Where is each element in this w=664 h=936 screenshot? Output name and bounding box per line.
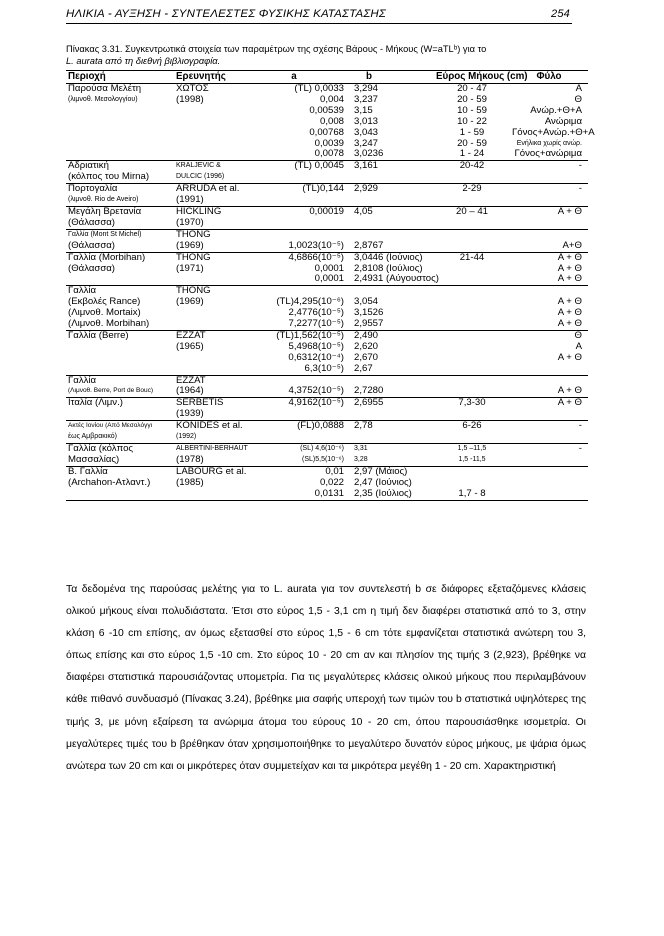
table-cell-res xyxy=(174,128,242,139)
table-cell-sex: Α + Θ xyxy=(557,351,582,363)
table-cell-b: 3,1526 xyxy=(354,307,384,319)
table-cell-sex xyxy=(510,218,588,229)
table-row xyxy=(66,229,588,240)
table-cell-a: (SL)5,5(10⁻⁶) xyxy=(242,455,346,466)
table-cell-res: (1969) xyxy=(176,296,204,308)
table-cell-a: 5,4968(10⁻⁵) xyxy=(288,340,344,352)
table-cell-res xyxy=(174,274,242,285)
table-cell-a: 0,0001 xyxy=(314,262,344,274)
table-cell-sex: Α + Θ xyxy=(557,307,582,319)
table-cell-loc: Ακτές Ιονίου (Από Μεσολόγγι xyxy=(68,422,153,430)
table-cell-range: 20 - 59 xyxy=(457,93,487,105)
table-cell-loc: (Θάλασσα) xyxy=(66,241,174,252)
table-cell-a xyxy=(242,195,346,206)
table-cell-a: 0,008 xyxy=(319,115,344,127)
table-cell-res: ARRUDA et al. xyxy=(176,183,240,195)
table-cell-range xyxy=(434,386,510,397)
table-row xyxy=(66,218,588,229)
table-body xyxy=(66,83,595,501)
caption-line-1: Πίνακας 3.31. Συγκεντρωτικά στοιχεία των παραμέτρων της σχέσης Βάρους - Μήκους (W=aTLᵇ) για το xyxy=(66,44,487,54)
table-cell-loc: Πορτογαλία xyxy=(68,183,118,195)
table-cell-sex: - xyxy=(578,420,582,432)
table-cell-loc: Γαλλία xyxy=(68,285,97,297)
table-cell-range xyxy=(434,432,510,443)
table-cell-sex: Θ xyxy=(574,329,582,341)
table-cell-loc: Μεγάλη Βρετανία xyxy=(68,205,142,217)
body-paragraph xyxy=(66,579,586,778)
table-cell-range xyxy=(434,375,510,386)
table-cell-b: 2,7280 xyxy=(346,386,434,397)
table-cell-res: (1991) xyxy=(174,195,242,206)
table-row xyxy=(66,466,588,477)
table-cell-b: 2,490 xyxy=(354,329,379,341)
table-cell-res: ΕΖΖΑΤ xyxy=(176,374,206,386)
table-cell-range xyxy=(434,229,510,240)
table-cell-res: (1969) xyxy=(174,241,242,252)
table-cell-loc: Γαλλία (κόλπος xyxy=(68,443,134,454)
table-cell-sex xyxy=(510,172,588,183)
table-cell-b: 3,247 xyxy=(354,137,379,149)
table-cell-range: 21-44 xyxy=(459,251,485,263)
table-cell-loc: Γαλλία (Morbihan) xyxy=(68,251,146,263)
table-cell-b: 2,78 xyxy=(354,420,373,432)
table-cell-a: 2,4776(10⁻⁵) xyxy=(288,307,344,319)
table-cell-range xyxy=(434,297,510,308)
table-cell-a: 1,0023(10⁻⁵) xyxy=(242,241,346,252)
table-cell-range xyxy=(434,172,510,183)
column-header: Ερευνητής xyxy=(174,71,242,84)
table-row xyxy=(66,409,588,420)
table-cell-sex: Ενήλικα χωρίς ανώρ. xyxy=(516,139,582,147)
table-row xyxy=(66,364,588,375)
table-cell-range xyxy=(434,353,510,364)
table-cell-sex xyxy=(510,432,588,443)
table-row xyxy=(66,149,588,160)
table-cell-b: 4,05 xyxy=(354,205,373,217)
table-cell-a: 0,6312(10⁻⁴) xyxy=(288,351,344,363)
table-cell-a: (TL)0,144 xyxy=(302,183,344,195)
table-cell-loc xyxy=(66,128,174,139)
table-cell-res: ALBERTINI-BERHAUT xyxy=(176,445,248,452)
table-cell-a: 4,9162(10⁻⁵) xyxy=(288,397,344,409)
table-cell-loc: Αδριατική xyxy=(68,160,109,172)
table-cell-range xyxy=(434,409,510,420)
table-cell-sex: Α + Θ xyxy=(557,296,582,308)
table-cell-sex: Ανώριμα xyxy=(544,115,582,127)
table-cell-loc xyxy=(66,353,174,364)
table-cell-range: 20-42 xyxy=(459,160,485,172)
table-cell-range xyxy=(434,478,510,489)
table-row xyxy=(66,398,588,409)
table-cell-a xyxy=(242,218,346,229)
table-cell-res: (1939) xyxy=(174,409,242,420)
table-cell-res xyxy=(174,308,242,319)
table-cell-loc: (λιμνοθ. Rio de Aveiro) xyxy=(66,195,174,206)
table-cell-range: 1,5 -11,5 xyxy=(434,455,510,466)
table-cell-a: 0,0078 xyxy=(242,149,346,160)
table-row xyxy=(66,432,588,443)
table-cell-b: 2,47 (Ιούνιος) xyxy=(354,476,412,488)
table-cell-sex: Α+Θ xyxy=(510,241,588,252)
table-cell-b xyxy=(346,229,434,240)
table-cell-sex: Γόνος+Ανώρ.+Θ+Α xyxy=(512,126,595,138)
table-cell-b xyxy=(346,218,434,229)
table-cell-loc: έως Αμβρακικό) xyxy=(66,432,174,443)
table-cell-b: 2,9557 xyxy=(346,319,434,330)
table-cell-b: 2,6955 xyxy=(354,397,384,409)
table-cell-b: 2,8767 xyxy=(346,241,434,252)
table-cell-a: 0,00539 xyxy=(309,104,344,116)
paragraph-text: Τα δεδομένα της παρούσας μελέτης για το L. aurata για τον συντελεστή b σε διάφορες εξεταζόμενες κλάσεις ολικού μήκους είναι πολυδιάστατα. Έτσι στο εύρος 1,5 - 3,1 cm η τιμή δεν διαφέρει στατιστικά από το 3, στην κλάση 6 -10 cm επίσης, αν όμως εξετασθεί στο εύρος 1,5 - 6 cm τότε εμφανίζεται στατιστικά ανώτερη του 3, όπως επίσης και στο εύρος 1,5 -10 cm. Στο εύρος 10 - 20 cm αν και πλησίον της τιμής 3 (2,923), βρέθηκε να διαφέρει στατιστικά παρουσιάζοντας υπομετρία. Για τις μεγαλύτερες κλάσεις ολικού μήκους που περιλαμβάνουν κάθε πιθανό συνδυασμό (Πίνακας 3.24), βρέθηκε μια σαφής υπεροχή των τιμών του b στατιστικά υψηλότερες της τιμής 3, με μόνη εξαίρεση τα ανώριμα άτομα του εύρους 10 - 20 cm, όπου παρουσιάσθηκε ισομετρία. Οι μεγαλύτερες τιμές του b βρέθηκαν όταν χρησιμοποιήθηκε το μεγαλύτερο δυνατόν εύρος μήκους, με ψάρια όμως ανώτερα των 20 cm και οι μικρότερες όταν συμμετείχαν και τα μικρότερα μεγέθη 1 - 20 cm. Χαρακτηριστική xyxy=(66,584,586,772)
table-cell-a: 0,0001 xyxy=(242,274,346,285)
table-cell-b: 3,161 xyxy=(354,160,379,172)
table-cell-res xyxy=(174,489,242,500)
table-cell-sex: Α + Θ xyxy=(510,386,588,397)
table-cell-range: 20 - 59 xyxy=(457,137,487,149)
table-cell-res: ΧΩΤΟΣ xyxy=(176,83,209,94)
table-cell-res xyxy=(174,353,242,364)
table-cell-a: 0,0039 xyxy=(314,137,344,149)
table-cell-sex: - xyxy=(578,443,582,454)
table-row xyxy=(66,241,588,252)
table-cell-b: 2,620 xyxy=(354,340,379,352)
column-header: Περιοχή xyxy=(66,71,174,84)
table-cell-loc: Ιταλία (Λιμν.) xyxy=(68,397,123,409)
table-cell-sex: Α + Θ xyxy=(557,397,582,409)
table-cell-b xyxy=(346,172,434,183)
table-cell-a: 0,0131 xyxy=(242,489,346,500)
table-cell-b: 3,043 xyxy=(354,126,379,138)
table-cell-loc: (Θάλασσα) xyxy=(66,218,174,229)
table-cell-res: (1985) xyxy=(176,476,204,488)
table-row xyxy=(66,319,588,330)
table-cell-b: 3,0236 xyxy=(346,149,434,160)
table-cell-range xyxy=(434,342,510,353)
table-cell-a xyxy=(242,432,346,443)
table-cell-res: THONG xyxy=(176,228,211,240)
table-cell-a: 7,2277(10⁻⁵) xyxy=(242,319,346,330)
table-cell-sex: Α + Θ xyxy=(510,319,588,330)
table-cell-res: KRALJEVIC & xyxy=(176,162,221,170)
table-cell-b xyxy=(346,409,434,420)
table-cell-res: ΕΖΖΑΤ xyxy=(176,329,206,341)
table-cell-res: (1992) xyxy=(174,432,242,443)
table-row xyxy=(66,195,588,206)
table-cell-a: 0,00019 xyxy=(309,205,344,217)
table-row xyxy=(66,117,588,128)
table-cell-sex xyxy=(510,409,588,420)
table-cell-range: 10 - 59 xyxy=(457,104,487,116)
table-cell-res: (1971) xyxy=(176,262,204,274)
table-cell-loc xyxy=(66,117,174,128)
table-cell-res: (1978) xyxy=(174,455,242,466)
table-cell-res: LABOURG et al. xyxy=(176,465,247,477)
table-cell-sex xyxy=(510,195,588,206)
table-cell-res: (1965) xyxy=(176,340,204,352)
table-cell-sex xyxy=(510,466,588,477)
table-cell-loc xyxy=(66,274,174,285)
table-cell-res: DULCIC (1996) xyxy=(174,172,242,183)
table-cell-b xyxy=(346,195,434,206)
table-cell-a: 4,6866(10⁻⁵) xyxy=(288,251,344,263)
table-cell-sex: Α + Θ xyxy=(557,251,582,263)
table-cell-range: 1,5 –11,5 xyxy=(457,445,487,452)
table-cell-res xyxy=(174,364,242,375)
table-cell-sex xyxy=(510,489,588,500)
table-cell-loc xyxy=(66,409,174,420)
table-cell-range: 1 - 59 xyxy=(459,126,485,138)
table-cell-b: 2,929 xyxy=(354,183,379,195)
table-cell-sex: - xyxy=(578,160,582,172)
table-cell-range: 2-29 xyxy=(462,183,482,195)
table-cell-loc: Γαλλία (Mont St Michel) xyxy=(68,230,142,238)
table-cell-a: 0,004 xyxy=(319,93,344,105)
table-cell-b: 3,31 xyxy=(354,445,368,452)
table-cell-res: THONG xyxy=(176,285,211,297)
table-cell-sex: Α xyxy=(575,83,582,94)
table-cell-a: 0,00768 xyxy=(309,126,344,138)
table-cell-res: (1970) xyxy=(174,218,242,229)
table-cell-loc xyxy=(66,364,174,375)
column-header: b xyxy=(346,71,434,84)
table-cell-a xyxy=(242,229,346,240)
running-title: ΗΛΙΚΙΑ - ΑΥΞΗΣΗ - ΣΥΝΤΕΛΕΣΤΕΣ ΦΥΣΙΚΗΣ ΚΑΤΑΣΤΑΣΗΣ xyxy=(66,8,387,20)
table-cell-range xyxy=(434,241,510,252)
table-cell-range xyxy=(434,274,510,285)
column-header: Εύρος Μήκους (cm) xyxy=(436,71,528,82)
table-cell-sex: Ανώρ.+Θ+Α xyxy=(530,104,582,116)
column-header: Φύλο xyxy=(510,71,588,84)
table-cell-res: THONG xyxy=(176,251,211,263)
table-row xyxy=(66,274,588,285)
table-cell-b: 3,237 xyxy=(354,93,379,105)
table-cell-b: 2,670 xyxy=(354,351,379,363)
table-cell-sex xyxy=(510,229,588,240)
table-cell-loc: (Λιμνοθ. Mortaix) xyxy=(68,307,141,319)
table-cell-res xyxy=(174,139,242,150)
table-cell-loc: (Λιμνοθ. Berre, Port de Bouc) xyxy=(66,386,174,397)
table-cell-loc: (Λιμνοθ. Morbihan) xyxy=(66,319,174,330)
table-cell-loc: (Archahon-Ατλαντ.) xyxy=(68,476,151,488)
table-cell-loc: (Θάλασσα) xyxy=(68,262,115,274)
table-cell-res: SERBETIS xyxy=(176,397,224,409)
table-cell-loc xyxy=(66,342,174,353)
table-cell-res xyxy=(174,106,242,117)
table-cell-range xyxy=(434,330,510,341)
table-cell-res xyxy=(174,149,242,160)
table-cell-b: 3,28 xyxy=(346,455,434,466)
table-cell-a xyxy=(242,172,346,183)
table-cell-res: (1964) xyxy=(174,386,242,397)
table-cell-range xyxy=(434,308,510,319)
table-row xyxy=(66,489,588,500)
caption-line-2: L. aurata από τη διεθνή βιβλιογραφία. xyxy=(66,56,221,66)
table-cell-loc xyxy=(66,106,174,117)
table-cell-res: KONIDES et al. xyxy=(176,420,243,432)
table-cell-b: 3,294 xyxy=(354,83,379,94)
table-cell-sex: Α + Θ xyxy=(557,262,582,274)
table-cell-b xyxy=(346,432,434,443)
table-caption xyxy=(66,43,586,67)
table-cell-sex xyxy=(510,478,588,489)
table-cell-sex xyxy=(510,455,588,466)
table-cell-sex xyxy=(510,364,588,375)
table-header-row xyxy=(66,71,588,84)
table-cell-res: HICKLING xyxy=(176,205,222,217)
table-cell-range: 1,7 - 8 xyxy=(434,489,510,500)
table-cell-range xyxy=(434,466,510,477)
table-row xyxy=(66,455,588,466)
table-cell-range xyxy=(434,286,510,297)
table-cell-range: 7,3-30 xyxy=(458,397,486,409)
table-cell-a: (TL)4,295(10⁻⁶) xyxy=(276,296,344,308)
table-cell-loc: (κόλπος του Mirna) xyxy=(66,172,174,183)
table-cell-range xyxy=(434,319,510,330)
table-cell-a xyxy=(242,409,346,420)
table-cell-a: 6,3(10⁻⁵) xyxy=(242,364,346,375)
table-cell-b: 2,97 (Μάιος) xyxy=(354,465,408,477)
table-cell-loc: Παρούσα Μελέτη xyxy=(68,83,142,94)
table-cell-sex: Α + Θ xyxy=(510,274,588,285)
table-cell-a: (TL) 0,0045 xyxy=(294,160,344,172)
table-cell-range xyxy=(434,264,510,275)
table-cell-a: (TL)1,562(10⁻⁵) xyxy=(276,329,344,341)
table-cell-range xyxy=(434,218,510,229)
column-header: a xyxy=(242,71,346,84)
table-cell-b: 3,013 xyxy=(354,115,379,127)
page-number: 254 xyxy=(551,8,570,20)
table-cell-b: 3,15 xyxy=(354,104,373,116)
table-row xyxy=(66,172,588,183)
table-cell-a: (TL) 0,0033 xyxy=(294,83,344,94)
table-cell-loc xyxy=(66,149,174,160)
table-row xyxy=(66,478,588,489)
table-cell-b: 2,67 xyxy=(346,364,434,375)
table-cell-a: 0,022 xyxy=(319,476,344,488)
table-cell-range: 20 – 41 xyxy=(455,205,488,217)
table-cell-sex: Γόνος+ανώριμα xyxy=(510,149,588,160)
table-row xyxy=(66,421,588,432)
table-row xyxy=(66,386,588,397)
table-cell-range: 1 - 24 xyxy=(434,149,510,160)
table-cell-a: (FL)0,0888 xyxy=(297,420,344,432)
table-cell-b: 3,0446 (Ιούνιος) xyxy=(354,251,423,263)
table-cell-loc: (λιμνοθ. Μεσολογγίου) xyxy=(68,95,138,103)
table-cell-sex: Α xyxy=(575,340,582,352)
table-cell-loc: Μασσαλίας) xyxy=(66,455,174,466)
table-cell-loc: (Εκβολές Rance) xyxy=(68,296,141,308)
table-cell-a: 4,3752(10⁻⁵) xyxy=(242,386,346,397)
table-cell-a: 0,01 xyxy=(325,465,344,477)
data-table xyxy=(66,70,595,501)
table-cell-a: (SL) 4,6(10⁻⁶) xyxy=(300,445,344,452)
table-row xyxy=(66,252,588,263)
table-cell-loc: Γαλλία xyxy=(68,374,97,386)
table-cell-res xyxy=(174,117,242,128)
table-cell-loc xyxy=(66,139,174,150)
table-cell-res xyxy=(174,319,242,330)
table-cell-b: 2,35 (Ιούλιος) xyxy=(346,489,434,500)
table-cell-loc: Γαλλία (Berre) xyxy=(68,329,129,341)
table-cell-b: 2,4931 (Αύγουστος) xyxy=(346,274,434,285)
table-cell-range: 10 - 22 xyxy=(457,115,487,127)
running-header xyxy=(66,6,572,24)
table-cell-range: 20 - 47 xyxy=(457,83,487,94)
table-cell-range xyxy=(434,195,510,206)
table-row xyxy=(66,444,588,455)
table-cell-b: 3,054 xyxy=(354,296,379,308)
table-row xyxy=(66,128,588,139)
table-cell-res: (1998) xyxy=(176,93,204,105)
table-cell-b: 2,8108 (Ιούλιος) xyxy=(354,262,423,274)
table-row xyxy=(66,206,588,217)
table-cell-sex: Θ xyxy=(574,93,582,105)
table-cell-range: 6-26 xyxy=(462,420,482,432)
table-cell-sex: Α + Θ xyxy=(557,205,582,217)
table-cell-range xyxy=(434,364,510,375)
table-cell-sex: - xyxy=(578,183,582,195)
table-cell-loc xyxy=(66,489,174,500)
table-row xyxy=(66,184,588,195)
table-cell-loc: Β. Γαλλία xyxy=(68,465,108,477)
